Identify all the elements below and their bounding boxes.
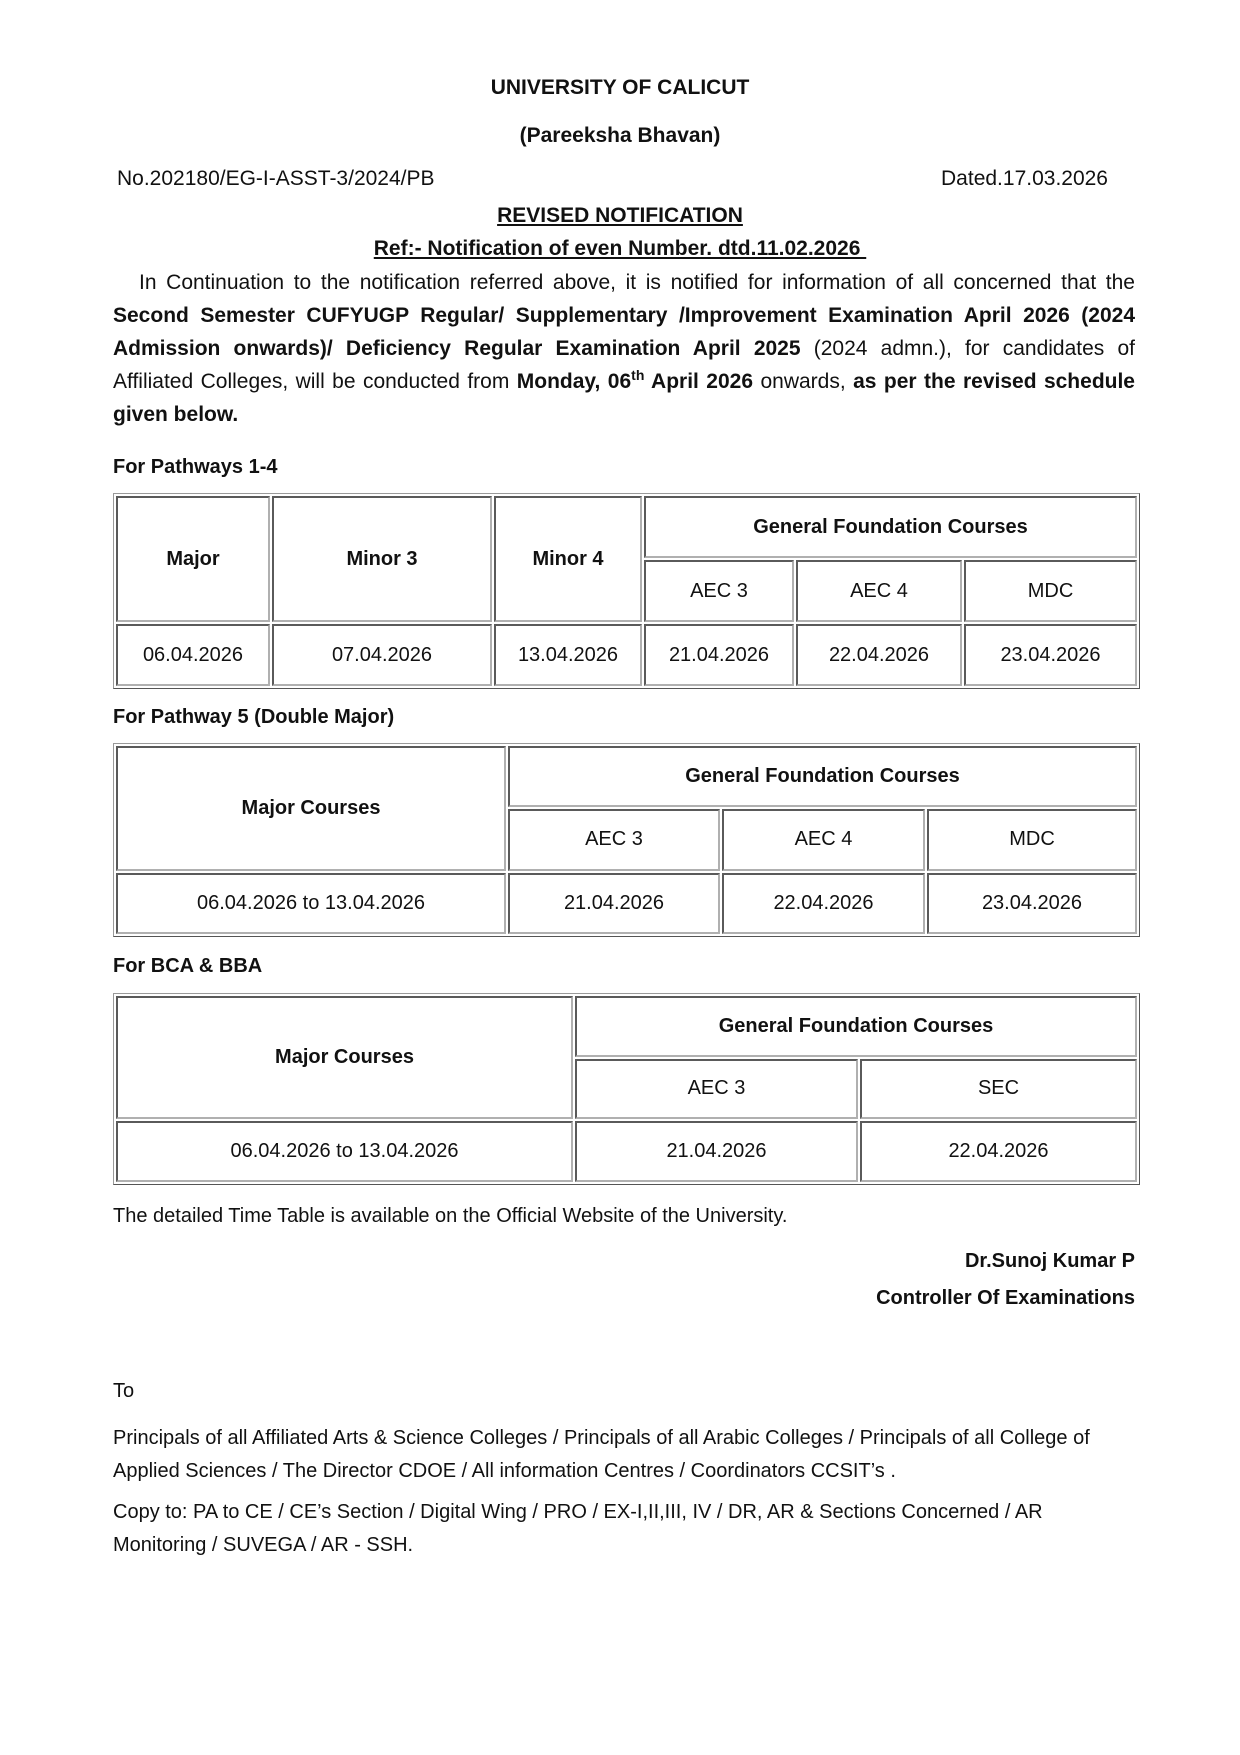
reference-number: No.202180/EG-I-ASST-3/2024/PB <box>117 167 435 190</box>
header-major-courses: Major Courses <box>116 746 506 871</box>
header-major: Major <box>116 496 270 622</box>
header-general-foundation-courses: General Foundation Courses <box>644 496 1137 558</box>
table-row <box>116 1121 1137 1182</box>
date-aec-3: 21.04.2026 <box>575 1121 858 1182</box>
schedule-note: as per the revised schedule given below. <box>113 370 1135 426</box>
date-aec-3: 21.04.2026 <box>644 624 794 686</box>
para-text-2: (2024 admn.), for candidates of Affiliated Colleges, will be conducted from <box>113 337 1136 393</box>
schedule-table-pathway-5 <box>113 743 1140 937</box>
table-row <box>116 873 1137 934</box>
signatory-name: Dr.Sunoj Kumar P <box>964 1250 1135 1272</box>
para-text-3: onwards, <box>753 370 854 393</box>
header-minor-4: Minor 4 <box>494 496 642 622</box>
schedule-table-bca-bba <box>113 993 1140 1185</box>
section-heading-pathway-5: For Pathway 5 (Double Major) <box>113 706 395 728</box>
copy-to-list: Copy to: PA to CE / CE’s Section / Digital Wing / PRO / EX-I,II,III, IV / DR, AR & Sections Concerned / AR Monitoring / SUVEGA / AR - SSH. <box>113 1501 1043 1556</box>
header-sec: SEC <box>860 1059 1137 1120</box>
notification-paragraph <box>113 266 1135 431</box>
header-major-courses: Major Courses <box>116 996 573 1119</box>
university-name: UNIVERSITY OF CALICUT <box>490 76 750 99</box>
date-mdc: 23.04.2026 <box>927 873 1137 934</box>
header-general-foundation-courses: General Foundation Courses <box>575 996 1137 1057</box>
date-major-courses: 06.04.2026 to 13.04.2026 <box>116 873 506 934</box>
start-day: Monday, 06 <box>516 370 632 393</box>
header-minor-3: Minor 3 <box>272 496 492 622</box>
office-name: (Pareeksha Bhavan) <box>519 124 721 147</box>
date-aec-4: 22.04.2026 <box>722 873 925 934</box>
reference-line: Ref:- Notification of even Number. dtd.11.02.2026 <box>373 237 867 260</box>
header-aec-4: AEC 4 <box>796 560 962 622</box>
signatory-title: Controller Of Examinations <box>876 1287 1135 1309</box>
to-label: To <box>113 1380 135 1402</box>
recipients-list: Principals of all Affiliated Arts & Science Colleges / Principals of all Arabic Colleges / Principals of all College of Applied Sciences / The Director CDOE / All information Centres / Coordinators CCSIT’s . <box>113 1427 1090 1482</box>
date-minor-3: 07.04.2026 <box>272 624 492 686</box>
date-major: 06.04.2026 <box>116 624 270 686</box>
date-aec-3: 21.04.2026 <box>508 873 720 934</box>
date-major-courses: 06.04.2026 to 13.04.2026 <box>116 1121 573 1182</box>
header-mdc: MDC <box>964 560 1137 622</box>
header-aec-3: AEC 3 <box>575 1059 858 1120</box>
timetable-note: The detailed Time Table is available on the Official Website of the University. <box>113 1205 788 1227</box>
header-aec-4: AEC 4 <box>722 809 925 870</box>
ordinal-suffix: th <box>631 367 645 383</box>
para-text-1: In Continuation to the notification referred above, it is notified for information of all concerned that the <box>139 271 1135 294</box>
start-month: April 2026 <box>644 370 754 393</box>
date-sec: 22.04.2026 <box>860 1121 1137 1182</box>
exam-name: Second Semester CUFYUGP Regular/ Supplementary /Improvement Examination April 2026 (2024 Admission onwards)/ Deficiency Regular Examination April 2025 <box>113 304 1135 360</box>
section-heading-bca-bba: For BCA & BBA <box>113 955 263 977</box>
date-minor-4: 13.04.2026 <box>494 624 642 686</box>
document-title: REVISED NOTIFICATION <box>497 204 743 227</box>
schedule-table-pathways-1-4 <box>113 493 1140 689</box>
date-mdc: 23.04.2026 <box>964 624 1137 686</box>
header-general-foundation-courses: General Foundation Courses <box>508 746 1137 807</box>
header-mdc: MDC <box>927 809 1137 870</box>
table-row <box>116 624 1137 686</box>
document-date: Dated.17.03.2026 <box>941 167 1108 190</box>
header-aec-3: AEC 3 <box>508 809 720 870</box>
header-aec-3: AEC 3 <box>644 560 794 622</box>
date-aec-4: 22.04.2026 <box>796 624 962 686</box>
section-heading-pathways-1-4: For Pathways 1-4 <box>113 456 278 478</box>
